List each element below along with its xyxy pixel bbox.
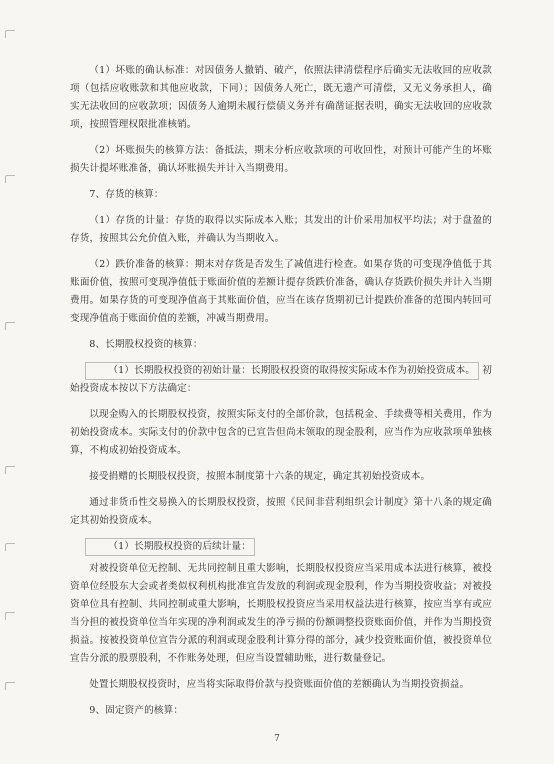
paragraph-donation: 接受捐赠的长期股权投资，按照本制度第十六条的规定，确定其初始投资成本。 <box>89 471 431 482</box>
binding-hole-mark <box>5 322 15 330</box>
section-heading-fixed-assets: 9、固定资产的核算： <box>89 705 184 716</box>
paragraph-disposal: 处置长期股权投资时，应当将实际取得价款与投资账面价值的差额确认为当期投资损益。 <box>89 679 470 690</box>
paragraph-cost-equity-method: 对被投资单位无控制、无共同控制且重大影响，长期股权投资应当采用成本法进行核算，被投资单位经股东大会或者类似权利机构批准宣告发放的利润或现金股利，作为当期投资收益；对被投资单位具有控制、共同控制或重大影响，长期股权投资应当采用权益法进行核算，按应当享有或应当分担的被投资单位当年实现的净利润或发生的净亏损的份额调整投资账面价值，并作为当期投资损益。按被投资单位宣告分派的利润或现金股利计算分得的部分，减少投资账面价值，被投资单位宣告分派的股票股利，不作账务处理，但应当设置辅助账，进行数量登记。 <box>70 563 492 664</box>
section-heading-inventory: 7、存货的核算： <box>89 189 164 200</box>
paragraph-cash-purchase: 以现金购入的长期股权投资，按照实际支付的全部价款，包括税金、手续费等相关费用，作为初始投资成本。实际支付的价款中包含的已宣告但尚未领取的现金股利，应当作为应收款项单独核算，不构成初始投资成本。 <box>70 409 492 456</box>
paragraph-bad-debt-method: （2）坏账损失的核算方法：备抵法，期末分析应收款项的可收回性，对预计可能产生的坏账损失计提坏账准备，确认坏账损失并计入当期费用。 <box>70 145 492 174</box>
highlight-box: （1）长期股权投资的初始计量：长期股权投资的取得按实际成本作为初始投资成本。 <box>85 362 479 380</box>
page-number: 7 <box>274 734 280 744</box>
paragraph-initial-measurement-cont: 初始投资成本按以下方法确定： <box>70 365 492 394</box>
paragraph-bad-debt-criteria: （1）坏账的确认标准：对因债务人撤销、破产，依照法律清偿程序后确实无法收回的应收款项（包括应收账款和其他应收款，下同）；因债务人死亡，既无遗产可清偿，又无义务承担人，确实无法收回的应收款项；因债务人逾期未履行偿债义务并有确凿证据表明，确实无法收回的应收款项，按照管理权限批准核销。 <box>70 65 492 130</box>
section-heading-equity-investment: 8、长期股权投资的核算： <box>89 339 203 350</box>
binding-hole-mark <box>5 175 15 183</box>
binding-hole-mark <box>5 612 15 620</box>
binding-hole-mark <box>5 543 15 551</box>
binding-hole-mark <box>5 682 15 690</box>
binding-hole-mark <box>5 30 15 38</box>
paragraph-inventory-impairment: （2）跌价准备的核算：期末对存货是否发生了减值进行检查。如果存货的可变现净值低于其账面价值，按照可变现净值低于账面价值的差额计提存货跌价准备，确认存货跌价损失并计入当期费用。如果存货的可变现净值高于其账面价值，应当在该存货期初已计提跌价准备的范围内转回可变现净值高于账面价值的差额，冲减当期费用。 <box>70 259 492 324</box>
document-body <box>70 62 492 720</box>
binding-hole-mark <box>5 466 15 474</box>
paragraph-initial-measurement <box>70 362 492 398</box>
paragraph-non-monetary: 通过非货币性交易换入的长期股权投资，按照《民间非营利组织会计制度》第十八条的规定确定其初始投资成本。 <box>70 497 492 526</box>
paragraph-subsequent-measurement <box>70 538 492 556</box>
paragraph-inventory-measurement: （1）存货的计量：存货的取得以实际成本入账；其发出的计价采用加权平均法；对于盘盈的存货，按照其公允价值入账，并确认为当期收入。 <box>70 215 492 244</box>
highlight-box: （1）长期股权投资的后续计量： <box>85 538 255 556</box>
